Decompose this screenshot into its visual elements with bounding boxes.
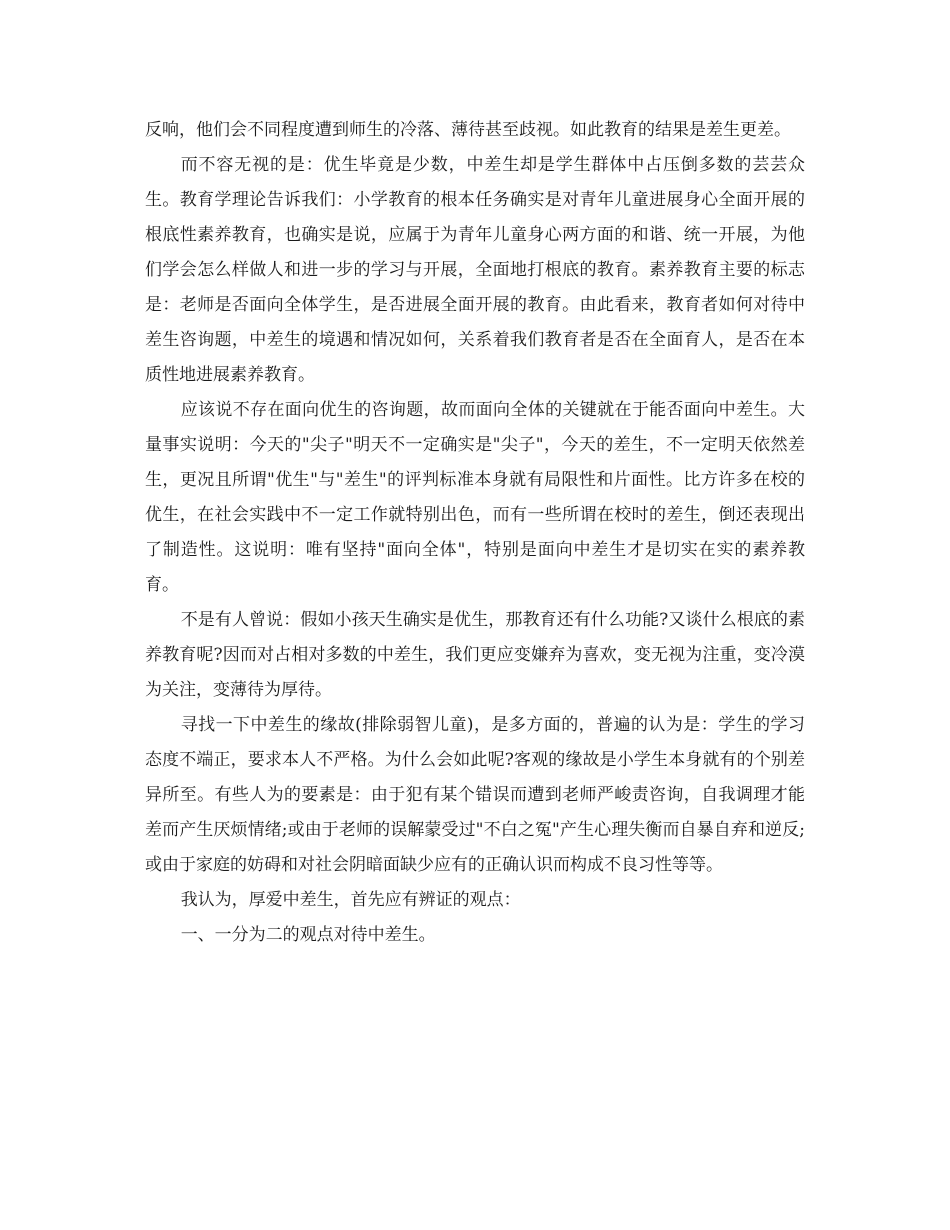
- paragraph-2: 而不容无视的是：优生毕竟是少数，中差生却是学生群体中占压倒多数的芸芸众生。教育学理论告诉我们：小学教育的根本任务确实是对青年儿童进展身心全面开展的根底性素养教育，也确实是说，应属于为青年儿童身心两方面的和谐、统一开展，为他们学会怎么样做人和进一步的学习与开展，全面地打根底的教育。素养教育主要的标志是：老师是否面向全体学生，是否进展全面开展的教育。由此看来，教育者如何对待中差生咨询题，中差生的境遇和情况如何，关系着我们教育者是否在全面育人，是否在本质性地进展素养教育。: [145, 155, 805, 385]
- paragraph-7: 一、一分为二的观点对待中差生。: [180, 925, 436, 945]
- paragraph-3: 应该说不存在面向优生的咨询题，故而面向全体的关键就在于能否面向中差生。大量事实说明：今天的"尖子"明天不一定确实是"尖子"，今天的差生，不一定明天依然差生，更况且所谓"优生"与"差生"的评判标准本身就有局限性和片面性。比方许多在校的优生，在社会实践中不一定工作就特别出色，而有一些所谓在校时的差生，倒还表现出了制造性。这说明：唯有坚持"面向全体"，特别是面向中差生才是切实在实的素养教育。: [145, 400, 805, 595]
- paragraph-6: 我认为，厚爱中差生，首先应有辨证的观点：: [180, 890, 521, 910]
- document-page: [145, 113, 805, 953]
- paragraph-5: 寻找一下中差生的缘故(排除弱智儿童)，是多方面的，普遍的认为是：学生的学习态度不端正，要求本人不严格。为什么会如此呢?客观的缘故是小学生本身就有的个别差异所至。有些人为的要素是：由于犯有某个错误而遭到老师严峻责咨询，自我调理才能差而产生厌烦情绪;或由于老师的误解蒙受过"不白之冤"产生心理失衡而自暴自弃和逆反;或由于家庭的妨碍和对社会阴暗面缺少应有的正确认识而构成不良习性等等。: [145, 715, 805, 875]
- paragraph-4: 不是有人曾说：假如小孩天生确实是优生，那教育还有什么功能?又谈什么根底的素养教育呢?因而对占相对多数的中差生，我们更应变嫌弃为喜欢，变无视为注重，变冷漠为关注，变薄待为厚待。: [145, 610, 805, 700]
- paragraph-1: 反响，他们会不同程度遭到师生的冷落、薄待甚至歧视。如此教育的结果是差生更差。: [145, 120, 791, 140]
